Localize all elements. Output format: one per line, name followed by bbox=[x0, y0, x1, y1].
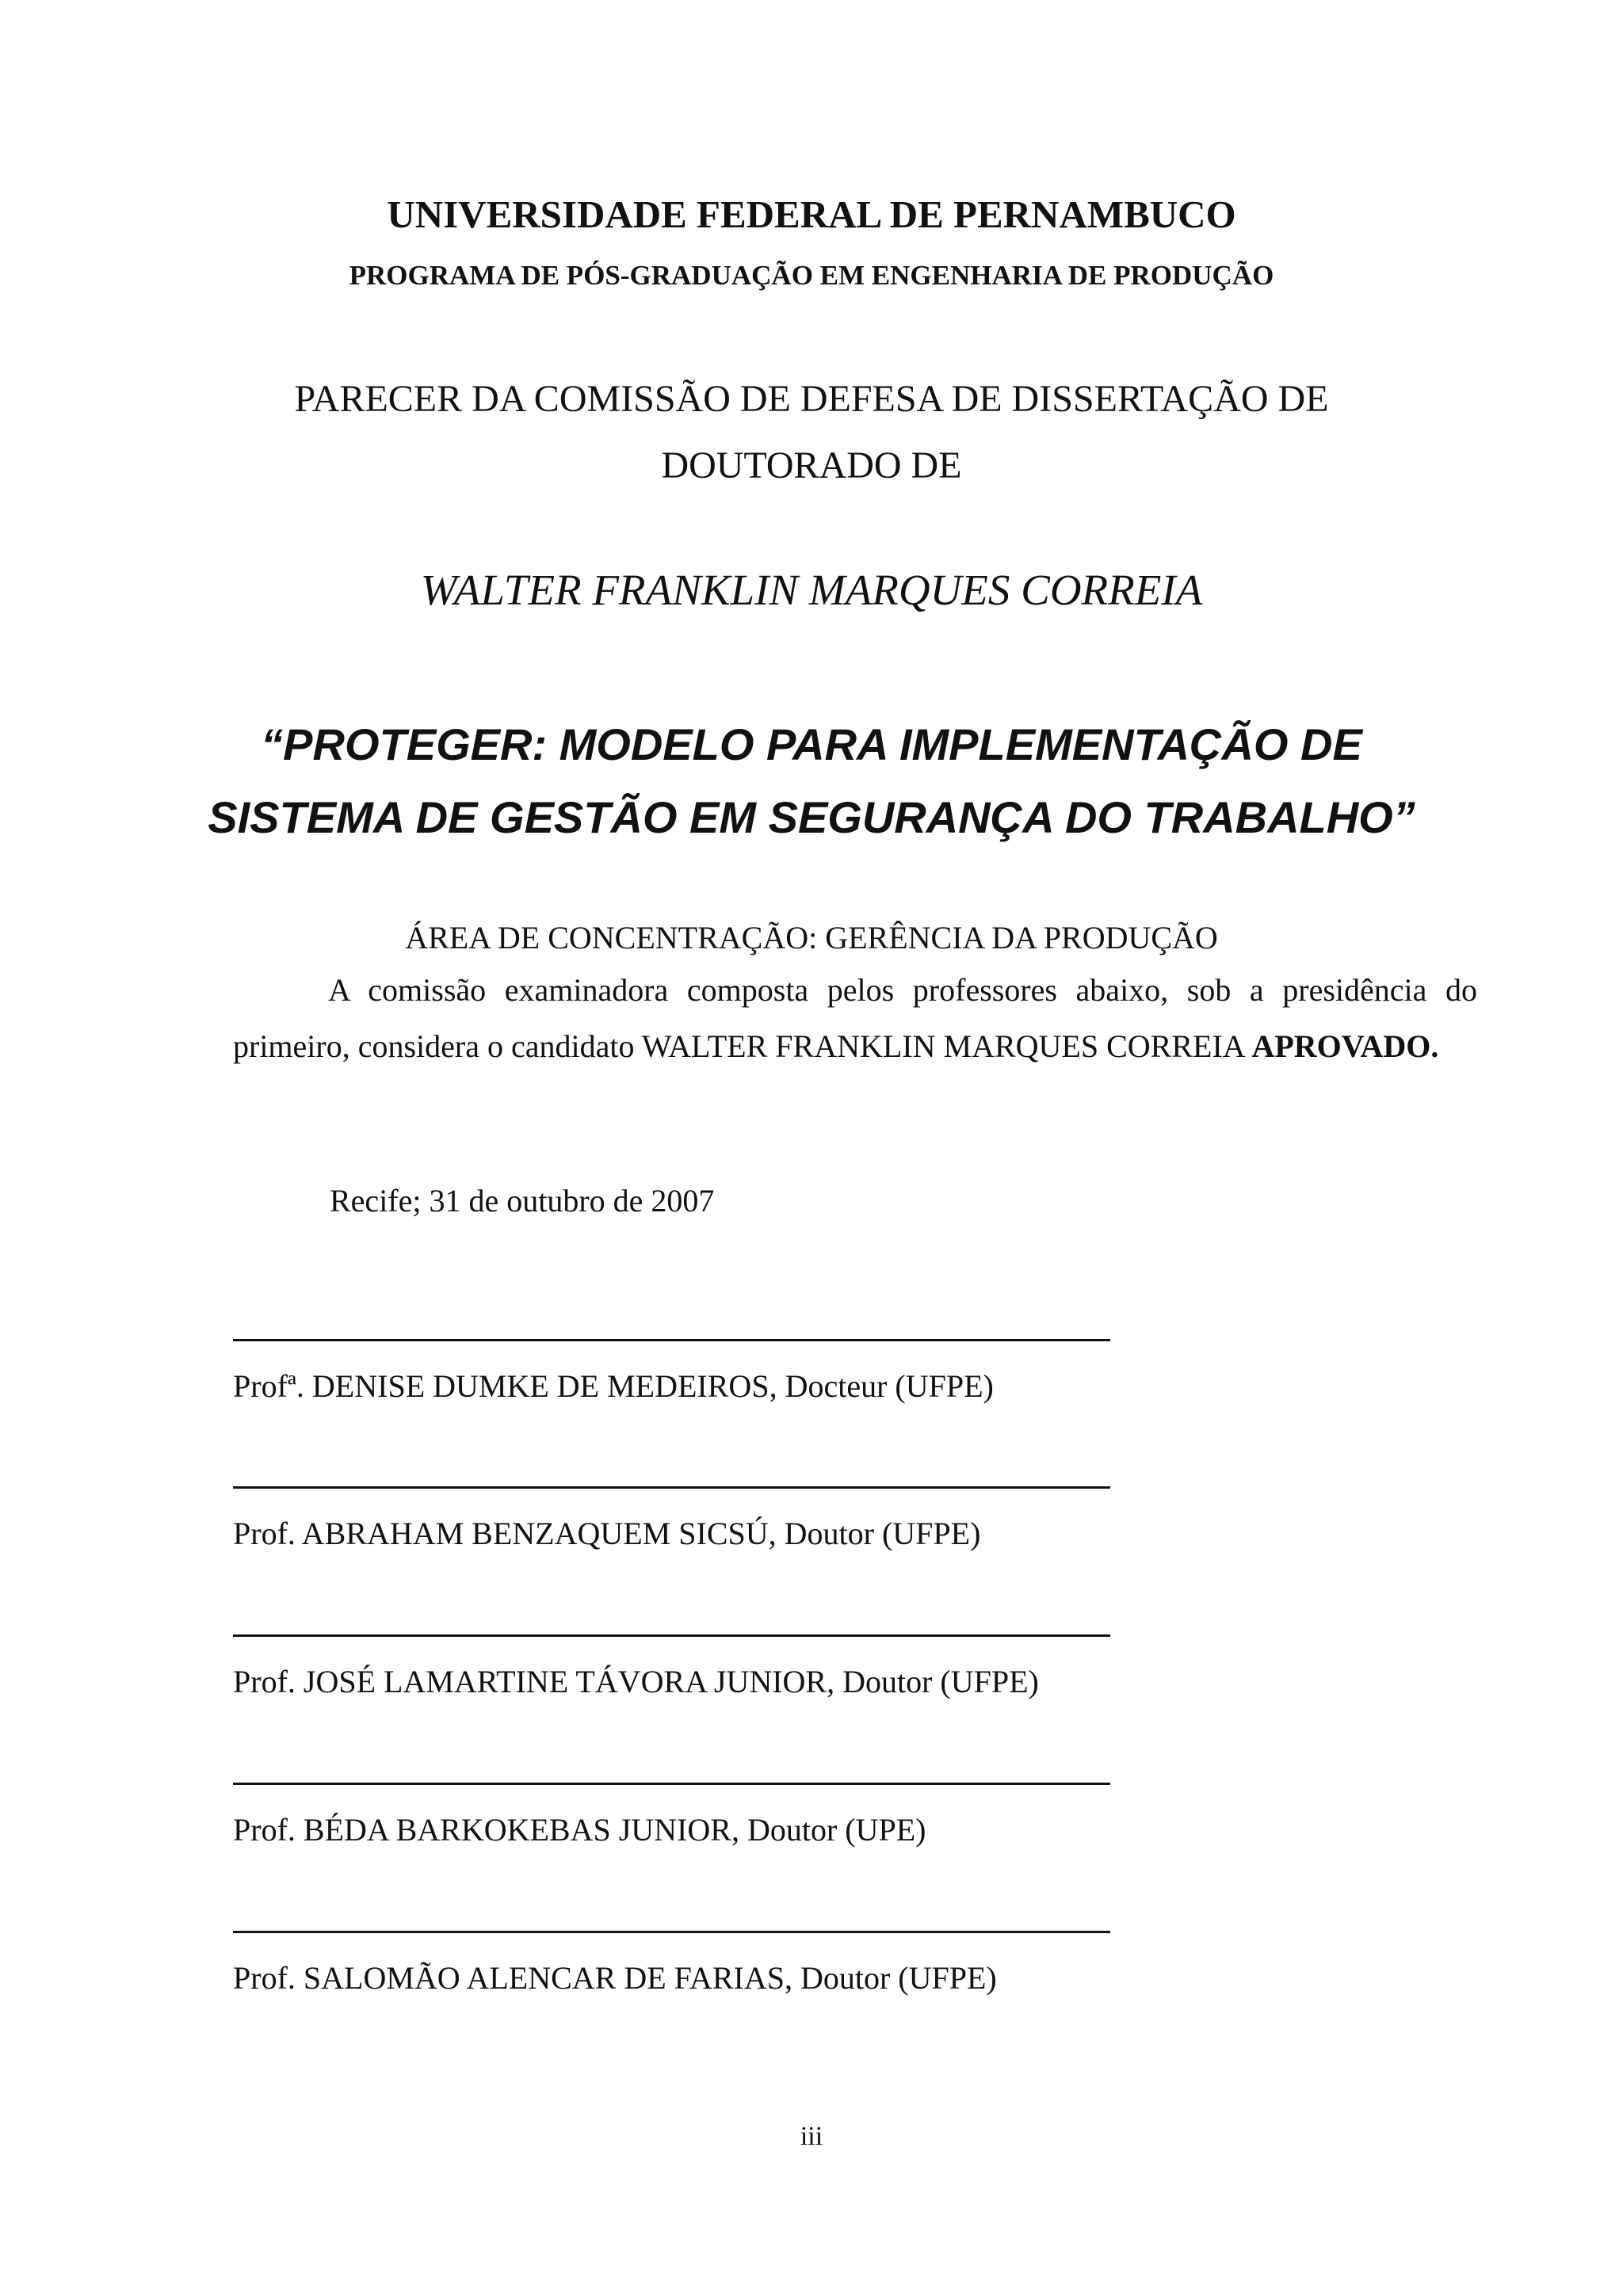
signatory-3: Prof. JOSÉ LAMARTINE TÁVORA JUNIOR, Doutor (UFPE) bbox=[233, 1664, 1039, 1699]
university-name: UNIVERSIDADE FEDERAL DE PERNAMBUCO bbox=[387, 193, 1236, 236]
program-name: PROGRAMA DE PÓS-GRADUAÇÃO EM ENGENHARIA DE PRODUÇÃO bbox=[349, 260, 1274, 291]
signatory-1: Profª. DENISE DUMKE DE MEDEIROS, Docteur (UFPE) bbox=[233, 1368, 994, 1404]
signature-line-4 bbox=[233, 1783, 1110, 1785]
signature-line-3 bbox=[233, 1634, 1110, 1637]
signature-line-2 bbox=[233, 1486, 1110, 1489]
signatory-2: Prof. ABRAHAM BENZAQUEM SICSÚ, Doutor (UFPE) bbox=[233, 1516, 981, 1551]
signature-line-1 bbox=[233, 1339, 1110, 1341]
thesis-line-1: “PROTEGER: MODELO PARA IMPLEMENTAÇÃO DE bbox=[261, 719, 1362, 769]
candidate-name: WALTER FRANKLIN MARQUES CORREIA bbox=[420, 566, 1203, 614]
statement-text: A comissão examinadora composta pelos professores abaixo, sob a presidência do primeiro, considera o candidato WALTER FRANKLIN MARQUES CORREIA bbox=[233, 972, 1477, 1064]
thesis-line-2: SISTEMA DE GESTÃO EM SEGURANÇA DO TRABALHO” bbox=[208, 792, 1415, 842]
signature-line-5 bbox=[233, 1931, 1110, 1933]
concentration-area: ÁREA DE CONCENTRAÇÃO: GERÊNCIA DA PRODUÇÃO bbox=[405, 920, 1218, 955]
thesis-title bbox=[0, 708, 1623, 854]
signing-date: Recife; 31 de outubro de 2007 bbox=[330, 1183, 715, 1219]
signatory-5: Prof. SALOMÃO ALENCAR DE FARIAS, Doutor (UFPE) bbox=[233, 1960, 997, 1996]
parecer-title bbox=[0, 366, 1623, 499]
signatory-4: Prof. BÉDA BARKOKEBAS JUNIOR, Doutor (UPE) bbox=[233, 1812, 926, 1848]
approval-statement bbox=[233, 962, 1477, 1074]
approval-result: APROVADO. bbox=[1251, 1028, 1439, 1064]
parecer-line-2: DOUTORADO DE bbox=[661, 444, 962, 486]
page-number: iii bbox=[800, 2122, 823, 2151]
parecer-line-1: PARECER DA COMISSÃO DE DEFESA DE DISSERTAÇÃO DE bbox=[294, 378, 1329, 420]
